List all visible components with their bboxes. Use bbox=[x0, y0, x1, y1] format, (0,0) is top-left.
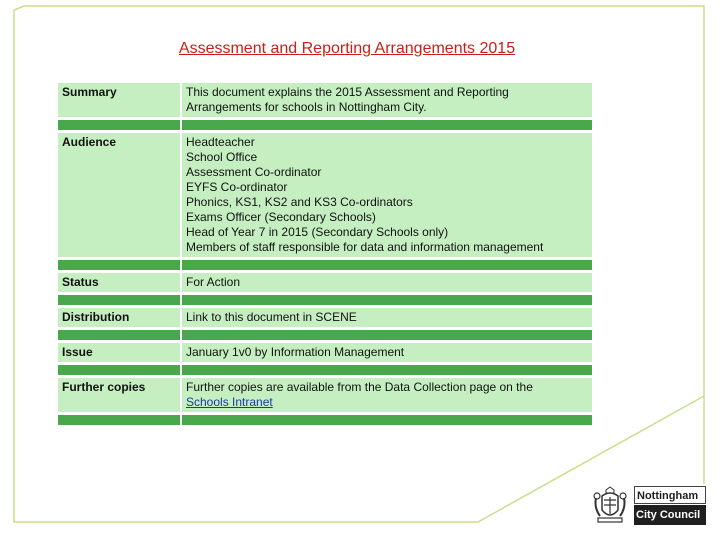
summary-value: This document explains the 2015 Assessment and Reporting Arrangements for schools in Nottingham City. bbox=[182, 83, 592, 117]
distribution-label: Distribution bbox=[58, 308, 180, 327]
row-separator bbox=[58, 365, 592, 375]
wordmark-line1: Nottingham bbox=[634, 486, 706, 504]
row-separator bbox=[58, 260, 592, 270]
council-wordmark bbox=[634, 486, 706, 525]
issue-label: Issue bbox=[58, 343, 180, 362]
council-logo bbox=[590, 486, 706, 526]
wordmark-line2: City Council bbox=[634, 505, 706, 525]
table-row-status bbox=[58, 273, 592, 292]
issue-value: January 1v0 by Information Management bbox=[182, 343, 592, 362]
audience-label: Audience bbox=[58, 133, 180, 257]
audience-value: Headteacher School Office Assessment Co-ordinator EYFS Co-ordinator Phonics, KS1, KS2 and KS3 Co-ordinators Exams Officer (Secondary Schools) Head of Year 7 in 2015 (Secondary Schools only) Members of staff responsible for data and information management bbox=[182, 133, 592, 257]
schools-intranet-link[interactable]: Schools Intranet bbox=[186, 395, 273, 409]
distribution-value: Link to this document in SCENE bbox=[182, 308, 592, 327]
table-row-summary bbox=[58, 83, 592, 117]
further-copies-value: Further copies are available from the Data Collection page on the Schools Intranet bbox=[182, 378, 592, 412]
table-row-distribution bbox=[58, 308, 592, 327]
status-value: For Action bbox=[182, 273, 592, 292]
coat-of-arms-icon bbox=[590, 486, 630, 526]
table-row-audience bbox=[58, 133, 592, 257]
row-separator bbox=[58, 330, 592, 340]
summary-label: Summary bbox=[58, 83, 180, 117]
further-copies-label: Further copies bbox=[58, 378, 180, 412]
row-separator bbox=[58, 295, 592, 305]
row-separator bbox=[58, 120, 592, 130]
page-title: Assessment and Reporting Arrangements 2015 bbox=[178, 40, 516, 57]
row-separator bbox=[58, 415, 592, 425]
table-row-further-copies bbox=[58, 378, 592, 412]
arrangements-table bbox=[56, 80, 594, 428]
status-label: Status bbox=[58, 273, 180, 292]
table-row-issue bbox=[58, 343, 592, 362]
